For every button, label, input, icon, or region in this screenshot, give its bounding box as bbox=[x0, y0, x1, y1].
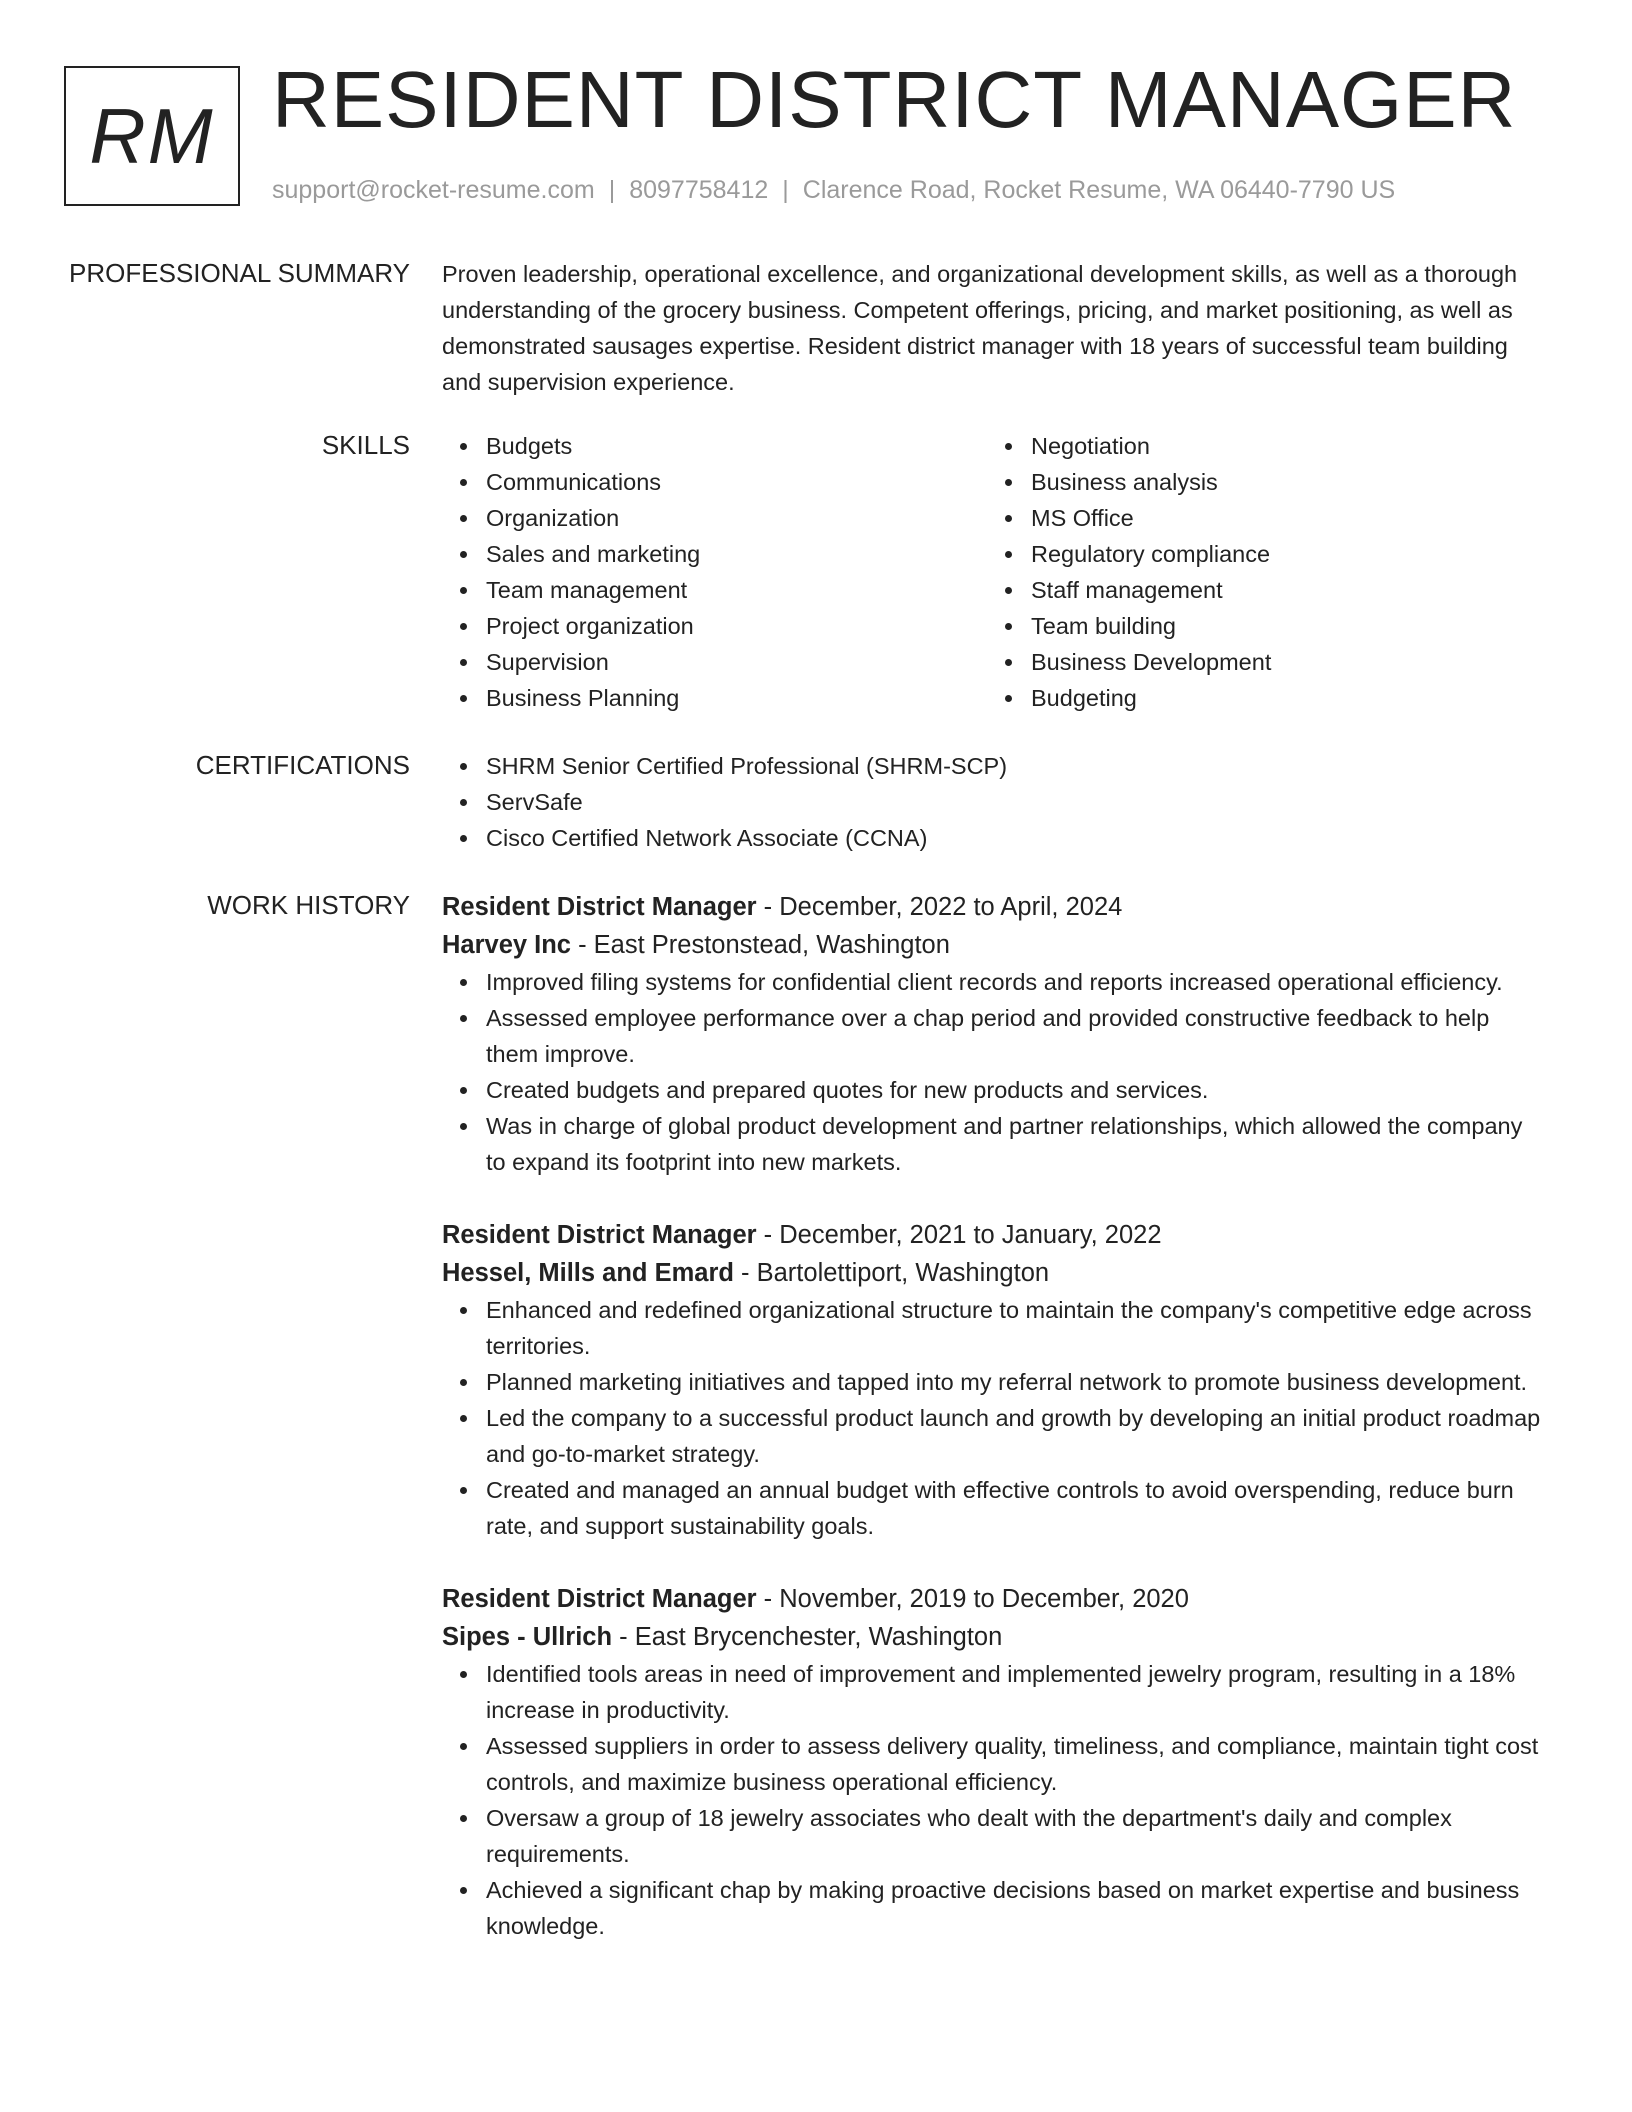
job-bullet: Assessed suppliers in order to assess delivery quality, timeliness, and compliance, maintain tight cost controls, and maximize business operational efficiency. bbox=[486, 1728, 1542, 1800]
skills-column-right bbox=[987, 428, 1532, 716]
job-bullet: Achieved a significant chap by making proactive decisions based on market expertise and business knowledge. bbox=[486, 1872, 1542, 1944]
certification-item: ServSafe bbox=[486, 784, 1542, 820]
job-dates: - December, 2022 to April, 2024 bbox=[756, 893, 1123, 921]
contact-separator: | bbox=[782, 176, 789, 204]
contact-phone: 8097758412 bbox=[629, 176, 769, 204]
contact-line bbox=[272, 174, 1395, 207]
work-history-label: WORK HISTORY bbox=[207, 890, 410, 920]
skill-item: Negotiation bbox=[1031, 428, 1532, 464]
certifications-label: CERTIFICATIONS bbox=[195, 750, 410, 780]
contact-address: Clarence Road, Rocket Resume, WA 06440-7790 US bbox=[802, 176, 1396, 204]
job-bullet: Identified tools areas in need of improvement and implemented jewelry program, resulting in a 18% increase in productivity. bbox=[486, 1656, 1542, 1728]
resume-title: RESIDENT DISTRICT MANAGER bbox=[272, 55, 1517, 144]
job-title: Resident District Manager bbox=[442, 1221, 757, 1249]
certification-item: Cisco Certified Network Associate (CCNA) bbox=[486, 820, 1542, 856]
summary-label: PROFESSIONAL SUMMARY bbox=[69, 258, 410, 288]
job-location: - East Brycenchester, Washington bbox=[612, 1623, 1003, 1651]
skills-label: SKILLS bbox=[321, 430, 410, 460]
work-history-body bbox=[442, 888, 1542, 1980]
skill-item: Business Development bbox=[1031, 644, 1532, 680]
skill-item: Communications bbox=[486, 464, 987, 500]
skills-list-right bbox=[987, 428, 1532, 716]
skill-item: MS Office bbox=[1031, 500, 1532, 536]
job-title: Resident District Manager bbox=[442, 893, 757, 921]
job-company: Harvey Inc bbox=[442, 931, 571, 959]
job-bullet: Oversaw a group of 18 jewelry associates who dealt with the department's daily and complex requirements. bbox=[486, 1800, 1542, 1872]
job-bullet: Planned marketing initiatives and tapped into my referral network to promote business development. bbox=[486, 1364, 1542, 1400]
job-entry bbox=[442, 1580, 1542, 1944]
job-bullet: Enhanced and redefined organizational structure to maintain the company's competitive edge across territories. bbox=[486, 1292, 1542, 1364]
contact-email: support@rocket-resume.com bbox=[272, 176, 595, 204]
job-bullet: Created and managed an annual budget with effective controls to avoid overspending, reduce burn rate, and support sustainability goals. bbox=[486, 1472, 1542, 1544]
job-bullets bbox=[442, 1656, 1542, 1944]
skill-item: Project organization bbox=[486, 608, 987, 644]
skill-item: Budgets bbox=[486, 428, 987, 464]
certifications-body bbox=[442, 748, 1542, 856]
job-title-line bbox=[442, 1580, 1542, 1618]
job-bullet: Led the company to a successful product launch and growth by developing an initial product roadmap and go-to-market strategy. bbox=[486, 1400, 1542, 1472]
skills-body bbox=[442, 428, 1542, 716]
skill-item: Business analysis bbox=[1031, 464, 1532, 500]
job-dates: - December, 2021 to January, 2022 bbox=[756, 1221, 1162, 1249]
job-location: - East Prestonstead, Washington bbox=[571, 931, 950, 959]
skill-item: Organization bbox=[486, 500, 987, 536]
skill-item: Business Planning bbox=[486, 680, 987, 716]
job-bullet: Was in charge of global product development and partner relationships, which allowed the company to expand its footprint into new markets. bbox=[486, 1108, 1542, 1180]
certification-item: SHRM Senior Certified Professional (SHRM-SCP) bbox=[486, 748, 1542, 784]
job-location: - Bartolettiport, Washington bbox=[733, 1259, 1050, 1287]
job-bullets bbox=[442, 1292, 1542, 1544]
job-bullet: Created budgets and prepared quotes for new products and services. bbox=[486, 1072, 1542, 1108]
skill-item: Budgeting bbox=[1031, 680, 1532, 716]
job-company: Sipes - Ullrich bbox=[442, 1623, 613, 1651]
certifications-list bbox=[442, 748, 1542, 856]
job-company: Hessel, Mills and Emard bbox=[442, 1259, 734, 1287]
job-title-line bbox=[442, 1216, 1542, 1254]
job-company-line bbox=[442, 926, 1542, 964]
skill-item: Team building bbox=[1031, 608, 1532, 644]
job-bullets bbox=[442, 964, 1542, 1180]
monogram-initials: RM bbox=[89, 92, 215, 180]
job-company-line bbox=[442, 1254, 1542, 1292]
skill-item: Team management bbox=[486, 572, 987, 608]
skill-item: Sales and marketing bbox=[486, 536, 987, 572]
skills-list-left bbox=[442, 428, 987, 716]
job-entry bbox=[442, 888, 1542, 1180]
job-dates: - November, 2019 to December, 2020 bbox=[756, 1585, 1189, 1613]
skill-item: Staff management bbox=[1031, 572, 1532, 608]
job-title: Resident District Manager bbox=[442, 1585, 757, 1613]
skills-column-left bbox=[442, 428, 987, 716]
job-bullet: Improved filing systems for confidential client records and reports increased operational efficiency. bbox=[486, 964, 1542, 1000]
monogram-box bbox=[64, 66, 240, 206]
summary-body bbox=[442, 256, 1542, 400]
job-bullet: Assessed employee performance over a chap period and provided constructive feedback to help them improve. bbox=[486, 1000, 1542, 1072]
summary-text: Proven leadership, operational excellence, and organizational development skills, as well as a thorough understanding of the grocery business. Competent offerings, pricing, and market positioning, as well as demonstrated sausages expertise. Resident district manager with 18 years of successful team building and supervision experience. bbox=[442, 261, 1518, 395]
job-entry bbox=[442, 1216, 1542, 1544]
job-company-line bbox=[442, 1618, 1542, 1656]
skill-item: Regulatory compliance bbox=[1031, 536, 1532, 572]
contact-separator: | bbox=[608, 176, 616, 204]
job-title-line bbox=[442, 888, 1542, 926]
skill-item: Supervision bbox=[486, 644, 987, 680]
